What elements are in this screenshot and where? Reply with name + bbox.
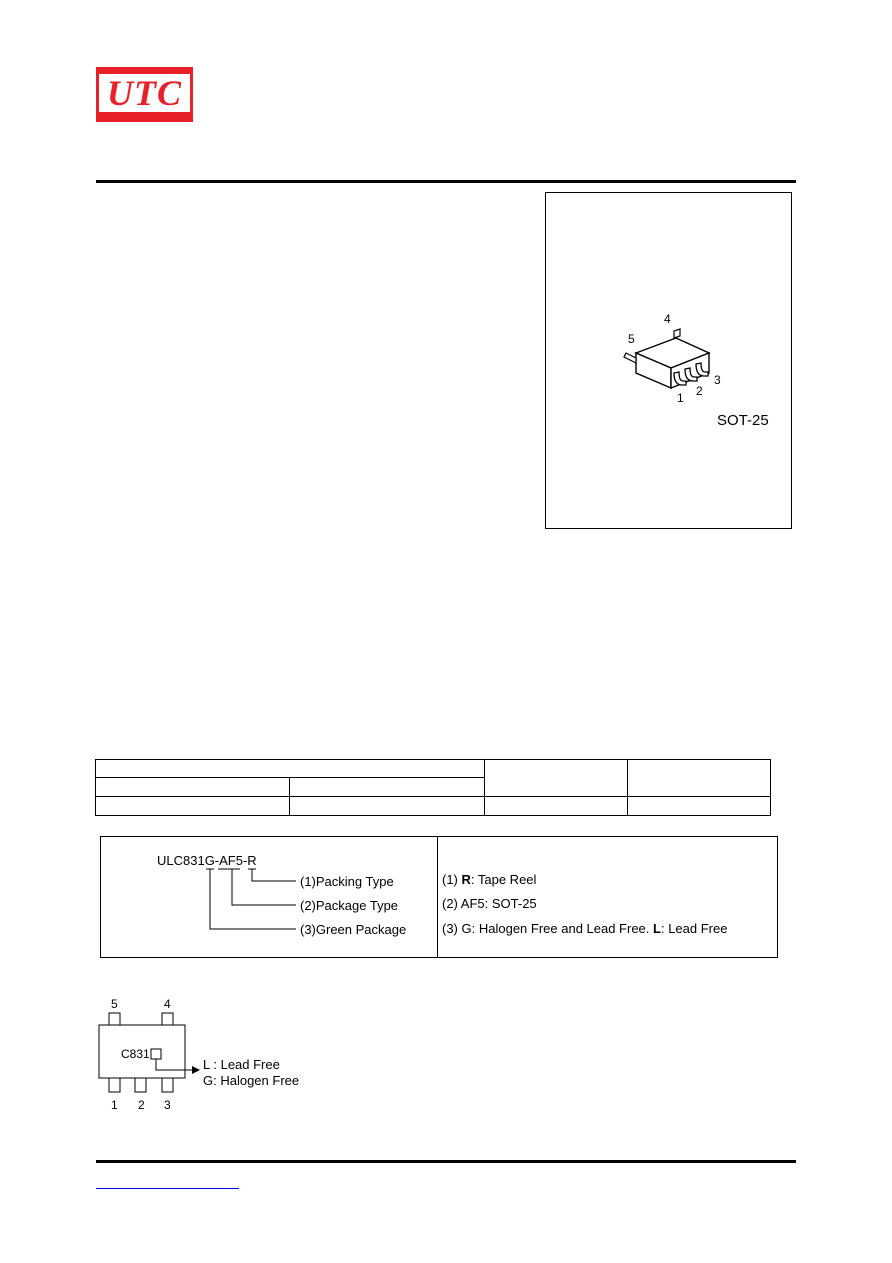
package-figure-box <box>545 192 792 529</box>
header-rule <box>96 180 796 183</box>
part-number-box <box>100 836 778 958</box>
legend-green-package: (3)Green Package <box>300 922 407 937</box>
marking-pin-2: 2 <box>138 1098 145 1112</box>
pin-label-4: 4 <box>664 312 671 326</box>
footer-website-link[interactable] <box>96 1170 239 1189</box>
explanation-package: (2) AF5: SOT-25 <box>442 896 537 911</box>
pin-label-2: 2 <box>696 384 703 398</box>
pin-label-1: 1 <box>677 391 684 405</box>
marking-pin-5: 5 <box>111 997 118 1011</box>
marking-code: C831 <box>121 1047 150 1061</box>
marking-pin-1: 1 <box>111 1098 118 1112</box>
part-number-callout-lines <box>101 837 437 957</box>
marking-note-halogen-free: G: Halogen Free <box>203 1073 300 1088</box>
ordering-info-table <box>95 759 771 816</box>
pin-label-5: 5 <box>628 332 635 346</box>
legend-packing-type: (1)Packing Type <box>300 874 394 889</box>
marking-pin-4: 4 <box>164 997 171 1011</box>
package-name: SOT-25 <box>717 412 769 429</box>
sot25-package-drawing <box>546 193 791 528</box>
part-number-code: ULC831G-AF5-R <box>157 853 257 868</box>
utc-logo <box>96 67 193 122</box>
marking-diagram <box>95 995 325 1115</box>
marking-note-lead-free: L : Lead Free <box>203 1057 280 1072</box>
marking-pin-3: 3 <box>164 1098 171 1112</box>
legend-package-type: (2)Package Type <box>300 898 399 913</box>
logo-text: UTC <box>107 73 182 113</box>
explanation-packing: (1) R: Tape Reel <box>442 872 537 887</box>
explanation-green: (3) G: Halogen Free and Lead Free. L: Lead Free <box>442 921 728 936</box>
footer-rule <box>96 1160 796 1163</box>
pin-label-3: 3 <box>714 373 721 387</box>
